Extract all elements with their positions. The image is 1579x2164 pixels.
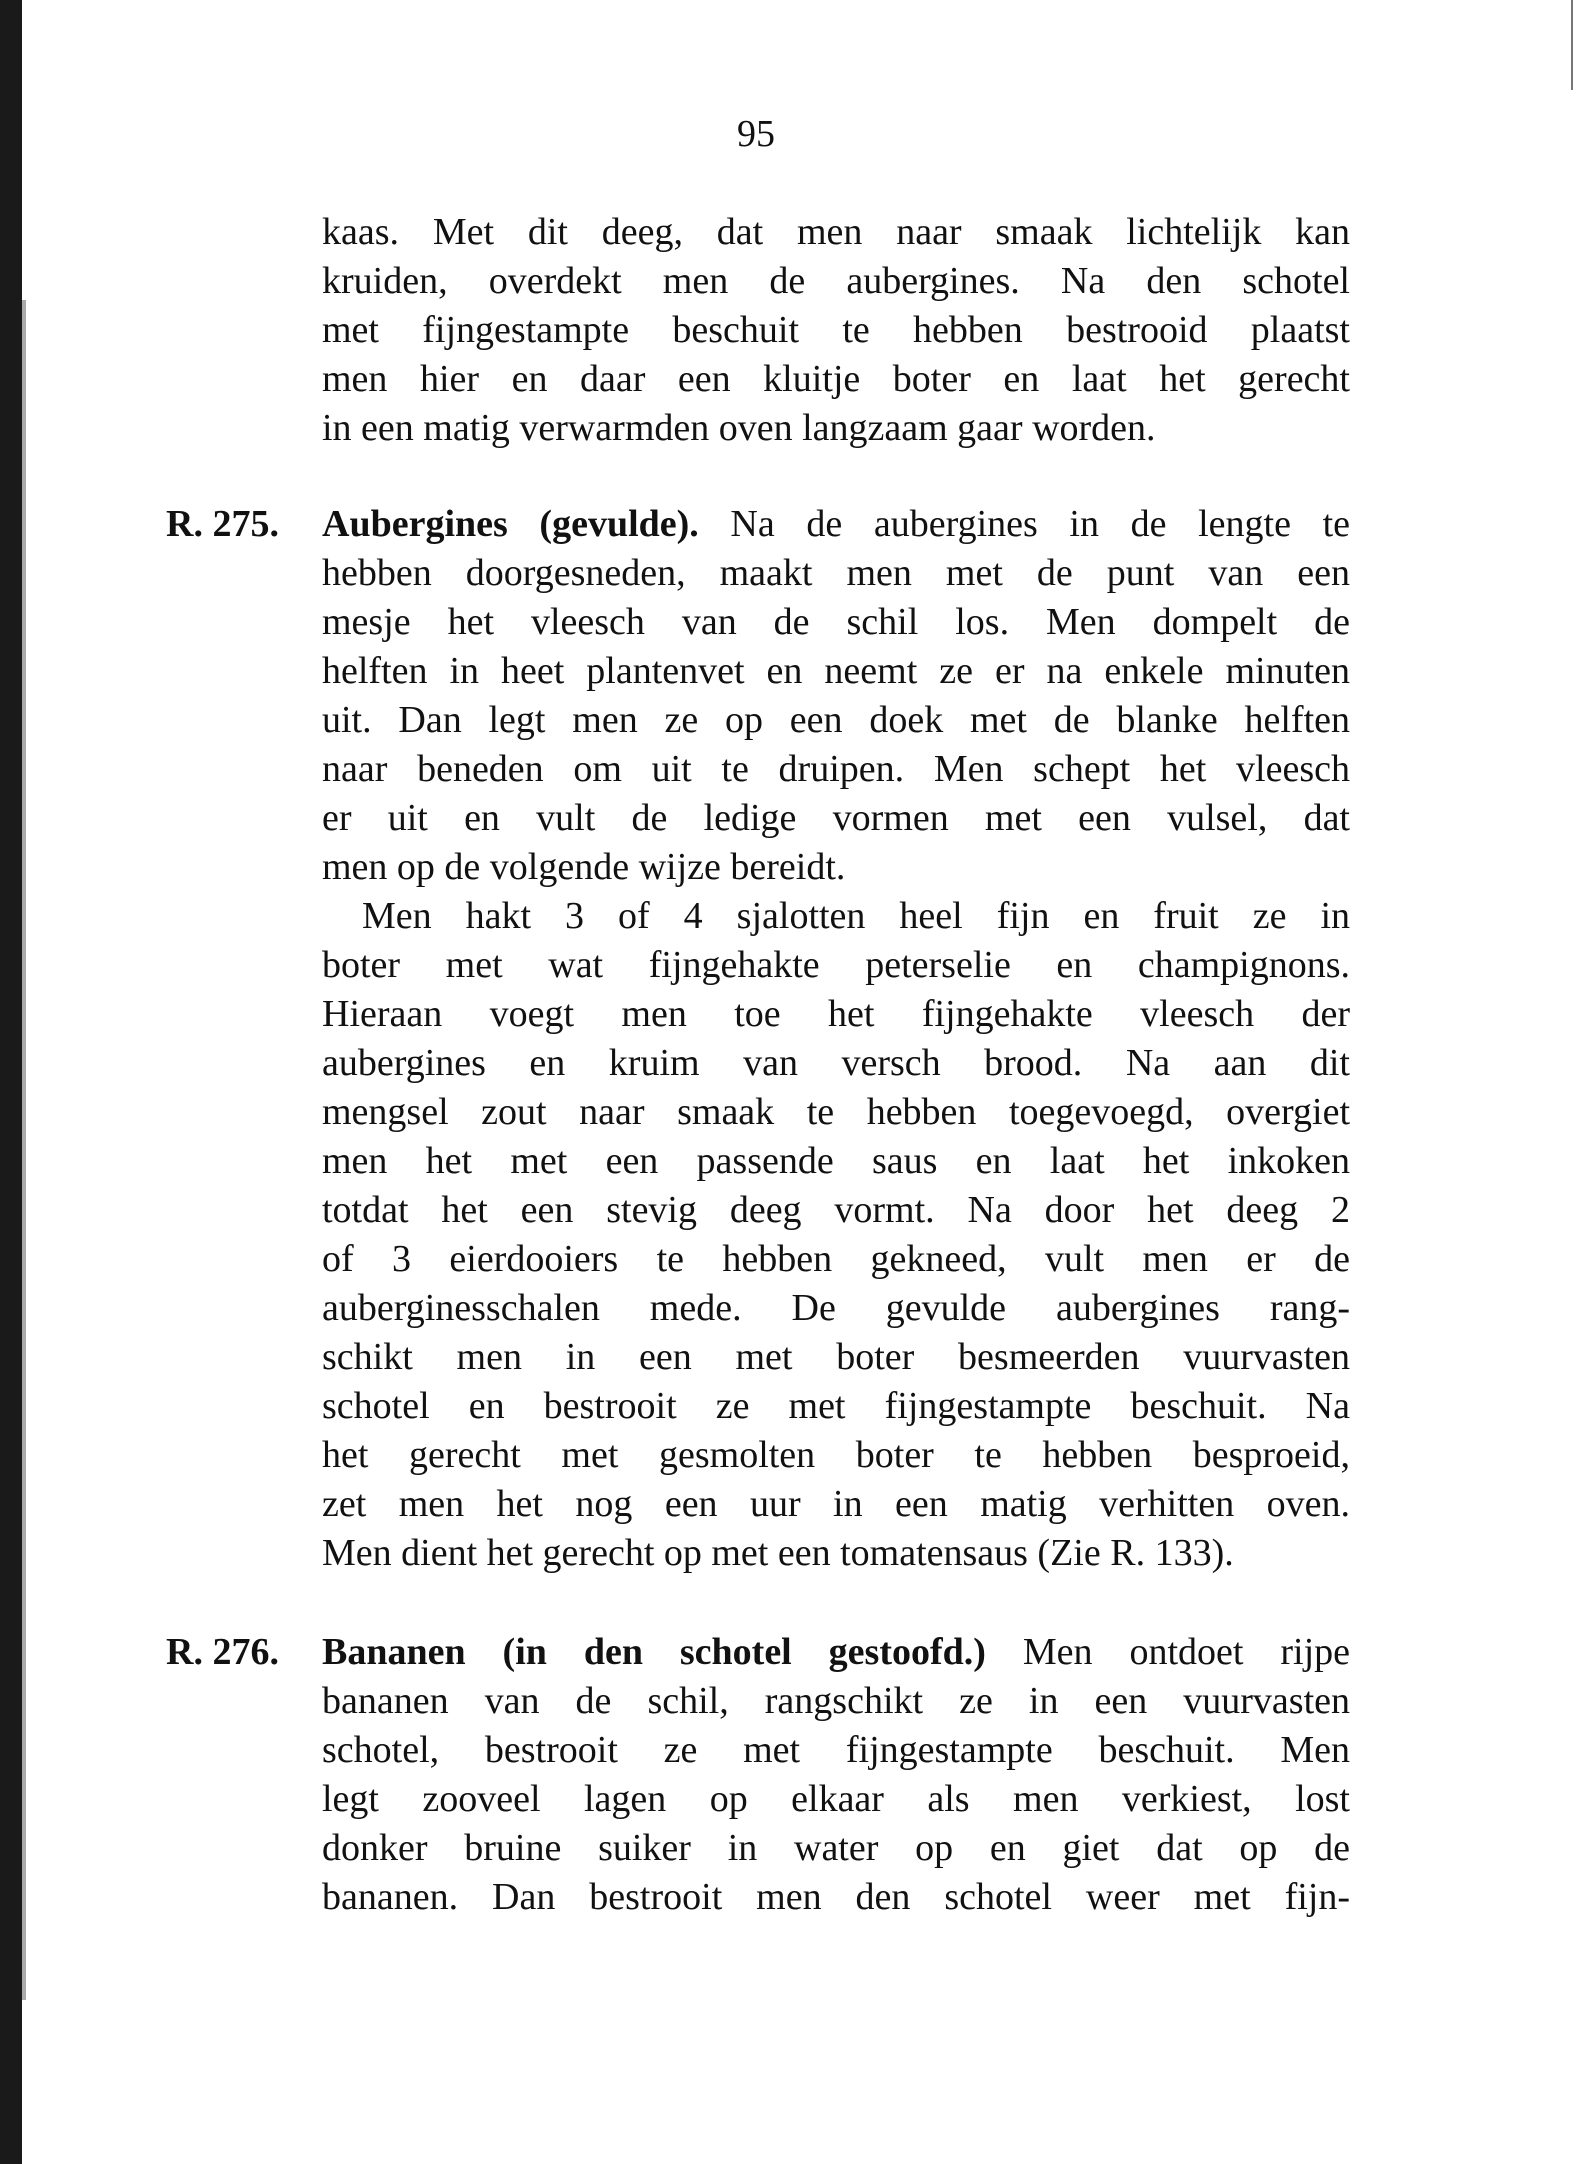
text-line: men het met een passende saus en laat het inkoken (322, 1140, 1350, 1182)
recipe-first-line (322, 1628, 1350, 1677)
text-line: schotel en bestrooit ze met fijngestampte beschuit. Na (322, 1385, 1350, 1427)
text-line: kaas. Met dit deeg, dat men naar smaak lichtelijk kan (322, 211, 1350, 253)
text-line: legt zooveel lagen op elkaar als men verkiest, lost (322, 1778, 1350, 1820)
text-line: zet men het nog een uur in een matig verhitten oven. (322, 1483, 1350, 1525)
text-line: men op de volgende wijze bereidt. (322, 846, 846, 888)
page-number: 95 (737, 113, 775, 155)
recipe-title: Bananen (in den schotel gestoofd.) (322, 1631, 986, 1673)
scan-edge-right (1571, 0, 1573, 90)
text-line: uit. Dan legt men ze op een doek met de blanke helften (322, 699, 1350, 741)
text-line: bananen van de schil, rangschikt ze in een vuurvasten (322, 1680, 1350, 1722)
text-line: of 3 eierdooiers te hebben gekneed, vult men er de (322, 1238, 1350, 1280)
text-line: er uit en vult de ledige vormen met een vulsel, dat (322, 797, 1350, 839)
text-line: auberginesschalen mede. De gevulde aubergines rang- (322, 1287, 1350, 1329)
text-line: aubergines en kruim van versch brood. Na aan dit (322, 1042, 1350, 1084)
text-line: naar beneden om uit te druipen. Men schept het vleesch (322, 748, 1350, 790)
recipe-number: R. 275. (166, 503, 279, 545)
text-line: Men ontdoet rijpe (985, 1631, 1350, 1673)
scan-edge-left (0, 0, 22, 2164)
continuation-paragraph (322, 208, 1350, 453)
scan-edge-shadow (22, 300, 26, 2000)
text-line: Na de aubergines in de lengte te (698, 503, 1350, 545)
text-line: totdat het een stevig deeg vormt. Na door het deeg 2 (322, 1189, 1350, 1231)
text-line: mesje het vleesch van de schil los. Men dompelt de (322, 601, 1350, 643)
text-line: met fijngestampte beschuit te hebben bestrooid plaatst (322, 309, 1350, 351)
text-line: schikt men in een met boter besmeerden vuurvasten (322, 1336, 1350, 1378)
text-line: donker bruine suiker in water op en giet dat op de (322, 1827, 1350, 1869)
text-line: mengsel zout naar smaak te hebben toegevoegd, overgiet (322, 1091, 1350, 1133)
text-line: kruiden, overdekt men de aubergines. Na den schotel (322, 260, 1350, 302)
text-line: men hier en daar een kluitje boter en laat het gerecht (322, 358, 1350, 400)
text-line: Men dient het gerecht op met een tomatensaus (Zie R. 133). (322, 1532, 1234, 1574)
text-line: helften in heet plantenvet en neemt ze er na enkele minuten (322, 650, 1350, 692)
text-line: schotel, bestrooit ze met fijngestampte beschuit. Men (322, 1729, 1350, 1771)
recipe-275 (322, 500, 1350, 1578)
text-line: bananen. Dan bestrooit men den schotel weer met fijn- (322, 1876, 1350, 1918)
text-line: het gerecht met gesmolten boter te hebben besproeid, (322, 1434, 1350, 1476)
recipe-first-line (322, 500, 1350, 549)
text-line: in een matig verwarmden oven langzaam gaar worden. (322, 407, 1156, 449)
text-line: Men hakt 3 of 4 sjalotten heel fijn en fruit ze in (362, 895, 1350, 937)
recipe-number: R. 276. (166, 1631, 279, 1673)
text-line: boter met wat fijngehakte peterselie en champignons. (322, 944, 1350, 986)
text-line: hebben doorgesneden, maakt men met de punt van een (322, 552, 1350, 594)
text-line: Hieraan voegt men toe het fijngehakte vleesch der (322, 993, 1350, 1035)
recipe-276 (322, 1628, 1350, 1922)
recipe-title: Aubergines (gevulde). (322, 503, 699, 545)
